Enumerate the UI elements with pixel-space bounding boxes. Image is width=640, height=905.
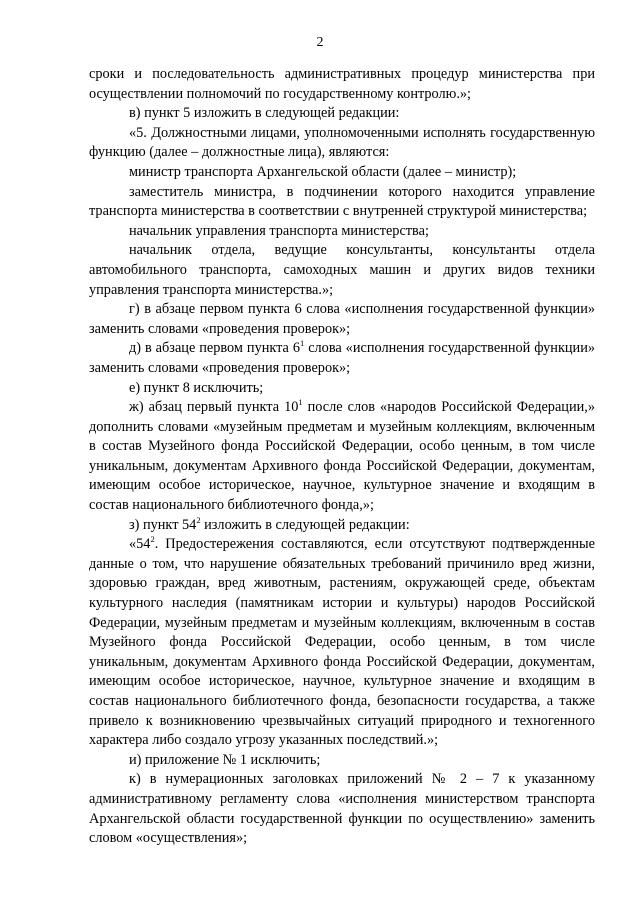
superscript: 1 xyxy=(298,397,303,408)
paragraph-9 xyxy=(89,339,595,378)
paragraph-10: е) пункт 8 исключить; xyxy=(129,379,264,396)
superscript: 2 xyxy=(196,514,201,525)
paragraph-12-text-cont: изложить в следующей редакции: xyxy=(200,516,410,533)
paragraph-9-text-cont: слова «исполнения государственной функции» заменить словами «проведения проверок»; xyxy=(89,340,595,376)
paragraph-13 xyxy=(89,535,595,751)
paragraph-13-text: «54 xyxy=(129,536,151,553)
paragraph-6: начальник управления транспорта министерства; xyxy=(129,222,429,239)
paragraph-11 xyxy=(89,398,595,516)
paragraph-11-text-cont: после слов «народов Российской Федерации,» дополнить словами «музейным предметам и музейным коллекциям, включенным в состав Музейного фонда Российской Федерации, особо ценным, в том числе уникальным, документам Архивного фонда Российской Федерации, документам, имеющим особое историческое, научное, культурное значение и входящим в состав национального библиотечного фонда,»; xyxy=(89,399,595,514)
paragraph-2: в) пункт 5 изложить в следующей редакции: xyxy=(129,105,400,122)
paragraph-14: и) приложение № 1 исключить; xyxy=(129,751,321,768)
paragraph-7: начальник отдела, ведущие консультанты, консультанты отдела автомобильного транспорта, самоходных машин и других видов техники управления транспорта министерства.»; xyxy=(89,242,595,298)
superscript: 1 xyxy=(300,338,305,349)
paragraph-15: к) в нумерационных заголовках приложений № 2 – 7 к указанному административному регламенту слова «исполнения министерством транспорта Архангельской области государственной функции по осуществлению» заменить словом «осуществления»; xyxy=(89,771,595,847)
paragraph-13-text-cont: . Предостережения составляются, если отсутствуют подтвержденные данные о том, что нарушение обязательных требований причинило вред жизни, здоровью граждан, вред животным, растениям, окружающей среде, объектам культурного наследия (памятникам истории и культуры) народов Российской Федерации, музейным предметам и музейным коллекциям, включенным в состав Музейного фонда Российской Федерации, особо ценным, в том числе уникальным, документам Архивного фонда Российской Федерации, документам, имеющим особое историческое, научное, культурное значение и входящим в состав национального библиотечного фонда, безопасности государства, а также привело к возникновению чрезвычайных ситуаций природного и техногенного характера либо создало угрозу указанных последствий.»; xyxy=(89,536,595,749)
paragraph-12 xyxy=(89,516,595,536)
paragraph-4: министр транспорта Архангельской области (далее – министр); xyxy=(129,163,517,180)
paragraph-3: «5. Должностными лицами, уполномоченными исполнять государственную функцию (далее – должностные лица), являются: xyxy=(89,124,595,161)
paragraph-8: г) в абзаце первом пункта 6 слова «исполнения государственной функции» заменить словами «проведения проверок»; xyxy=(89,301,595,337)
superscript: 2 xyxy=(150,534,155,545)
paragraph-1: сроки и последовательность административных процедур министерства при осуществлении полномочий по государственному контролю.»; xyxy=(89,66,595,102)
paragraph-12-text: з) пункт 54 xyxy=(129,516,197,533)
document-body xyxy=(89,65,595,849)
page-number: 2 xyxy=(316,35,324,50)
paragraph-11-text: ж) абзац первый пункта 10 xyxy=(129,399,299,416)
paragraph-9-text: д) в абзаце первом пункта 6 xyxy=(129,340,300,357)
paragraph-5: заместитель министра, в подчинении которого находится управление транспорта министерства в соответствии с внутренней структурой министерства; xyxy=(89,183,595,220)
